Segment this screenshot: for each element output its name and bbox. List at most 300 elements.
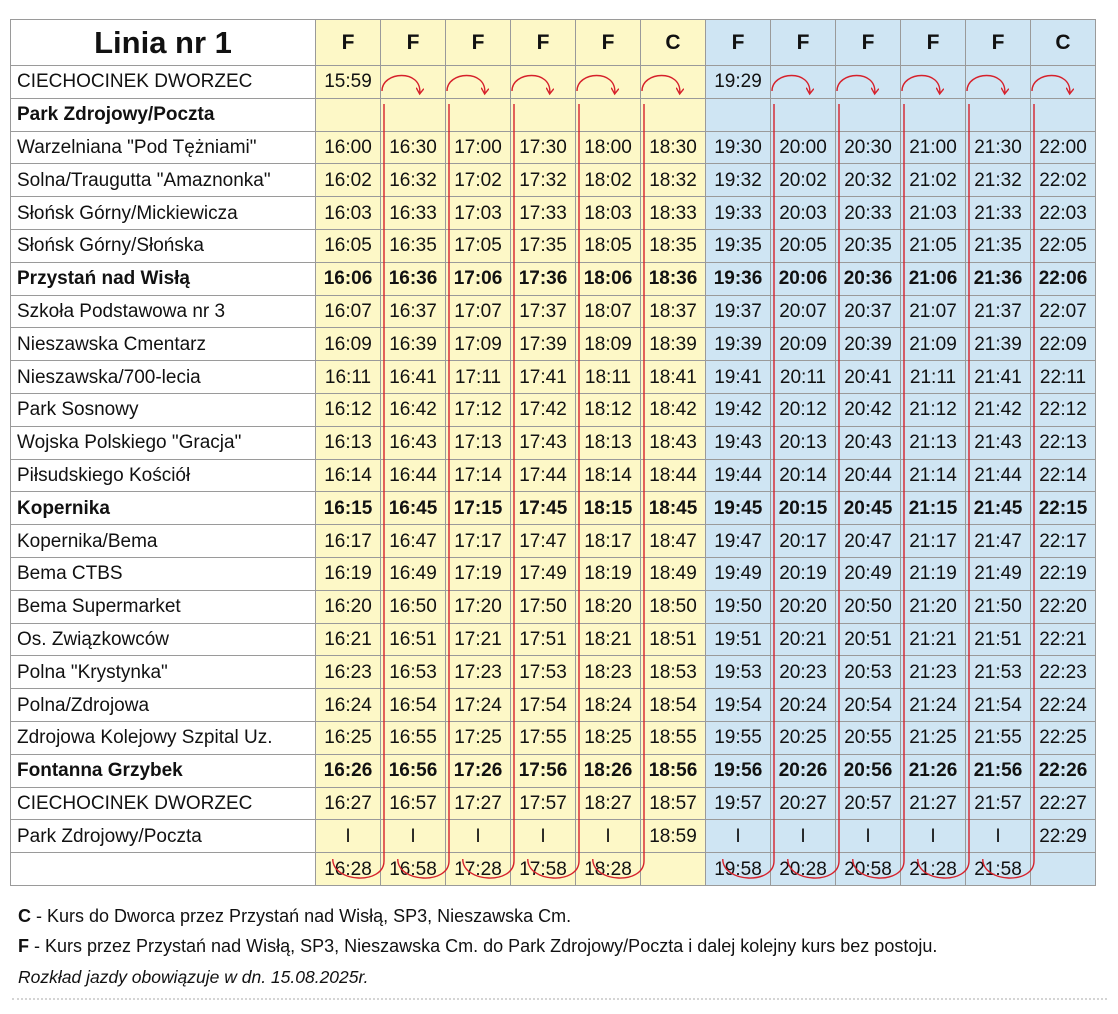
- departure-time: 18:30: [641, 131, 706, 164]
- departure-time: 21:05: [901, 229, 966, 262]
- departure-time: 20:09: [771, 328, 836, 361]
- departure-time: I: [446, 820, 511, 853]
- departure-time: 21:28: [901, 853, 966, 886]
- stop-row: [11, 131, 1096, 164]
- departure-time: 21:32: [966, 164, 1031, 197]
- departure-time: [966, 98, 1031, 131]
- departure-time: 16:17: [316, 525, 381, 558]
- departure-time: [381, 66, 446, 99]
- departure-time: 17:36: [511, 262, 576, 295]
- course-type-header: F: [446, 20, 511, 66]
- departure-time: 18:55: [641, 721, 706, 754]
- departure-time: 18:44: [641, 459, 706, 492]
- departure-time: 19:37: [706, 295, 771, 328]
- departure-time: 17:00: [446, 131, 511, 164]
- departure-time: 19:55: [706, 721, 771, 754]
- departure-time: 16:50: [381, 590, 446, 623]
- departure-time: 19:57: [706, 787, 771, 820]
- stop-row: [11, 229, 1096, 262]
- departure-time: 21:06: [901, 262, 966, 295]
- departure-time: 16:47: [381, 525, 446, 558]
- departure-time: 22:23: [1031, 656, 1096, 689]
- stop-row: [11, 361, 1096, 394]
- departure-time: 19:35: [706, 229, 771, 262]
- departure-time: [511, 98, 576, 131]
- departure-time: 15:59: [316, 66, 381, 99]
- line-title: Linia nr 1: [11, 20, 316, 66]
- legend-c: [18, 906, 571, 927]
- departure-time: 20:25: [771, 721, 836, 754]
- departure-time: 18:50: [641, 590, 706, 623]
- departure-time: I: [901, 820, 966, 853]
- departure-time: 22:17: [1031, 525, 1096, 558]
- departure-time: 16:33: [381, 197, 446, 230]
- departure-time: 18:07: [576, 295, 641, 328]
- departure-time: 16:43: [381, 426, 446, 459]
- departure-time: 20:30: [836, 131, 901, 164]
- departure-time: 17:47: [511, 525, 576, 558]
- departure-time: 17:20: [446, 590, 511, 623]
- departure-time: [576, 98, 641, 131]
- departure-time: 16:53: [381, 656, 446, 689]
- departure-time: 21:58: [966, 853, 1031, 886]
- departure-time: 18:59: [641, 820, 706, 853]
- departure-time: 16:15: [316, 492, 381, 525]
- departure-time: 20:33: [836, 197, 901, 230]
- departure-time: 17:44: [511, 459, 576, 492]
- stop-row: [11, 689, 1096, 722]
- departure-time: [446, 98, 511, 131]
- stop-name: Solna/Traugutta "Amaznonka": [11, 164, 316, 197]
- departure-time: 18:12: [576, 393, 641, 426]
- departure-time: 19:44: [706, 459, 771, 492]
- departure-time: 19:36: [706, 262, 771, 295]
- departure-time: 16:11: [316, 361, 381, 394]
- stop-name: Słońsk Górny/Słońska: [11, 229, 316, 262]
- stop-name: Zdrojowa Kolejowy Szpital Uz.: [11, 721, 316, 754]
- departure-time: 19:51: [706, 623, 771, 656]
- departure-time: 21:13: [901, 426, 966, 459]
- stop-row: [11, 557, 1096, 590]
- departure-time: 16:00: [316, 131, 381, 164]
- departure-time: 22:13: [1031, 426, 1096, 459]
- departure-time: 18:49: [641, 557, 706, 590]
- departure-time: 20:42: [836, 393, 901, 426]
- departure-time: 20:23: [771, 656, 836, 689]
- departure-time: 21:21: [901, 623, 966, 656]
- timetable: [10, 19, 1096, 886]
- departure-time: 18:03: [576, 197, 641, 230]
- departure-time: 18:06: [576, 262, 641, 295]
- departure-time: 21:26: [901, 754, 966, 787]
- departure-time: 16:07: [316, 295, 381, 328]
- departure-time: 20:06: [771, 262, 836, 295]
- departure-time: 20:58: [836, 853, 901, 886]
- departure-time: 18:45: [641, 492, 706, 525]
- departure-time: 22:00: [1031, 131, 1096, 164]
- departure-time: 16:57: [381, 787, 446, 820]
- departure-time: 16:37: [381, 295, 446, 328]
- departure-time: 19:30: [706, 131, 771, 164]
- departure-time: 17:39: [511, 328, 576, 361]
- departure-time: 16:06: [316, 262, 381, 295]
- departure-time: 18:23: [576, 656, 641, 689]
- departure-time: 18:53: [641, 656, 706, 689]
- departure-time: 20:15: [771, 492, 836, 525]
- course-type-header: F: [901, 20, 966, 66]
- departure-time: 20:43: [836, 426, 901, 459]
- departure-time: 16:49: [381, 557, 446, 590]
- departure-time: 17:13: [446, 426, 511, 459]
- departure-time: 21:55: [966, 721, 1031, 754]
- departure-time: 16:58: [381, 853, 446, 886]
- departure-time: 18:42: [641, 393, 706, 426]
- departure-time: 18:20: [576, 590, 641, 623]
- departure-time: 16:26: [316, 754, 381, 787]
- departure-time: 21:24: [901, 689, 966, 722]
- departure-time: 16:09: [316, 328, 381, 361]
- departure-time: I: [966, 820, 1031, 853]
- departure-time: 22:09: [1031, 328, 1096, 361]
- departure-time: 17:19: [446, 557, 511, 590]
- departure-time: 20:54: [836, 689, 901, 722]
- stop-name: Wojska Polskiego "Gracja": [11, 426, 316, 459]
- departure-time: 17:23: [446, 656, 511, 689]
- departure-time: [706, 98, 771, 131]
- departure-time: 19:49: [706, 557, 771, 590]
- departure-time: 22:19: [1031, 557, 1096, 590]
- departure-time: 17:33: [511, 197, 576, 230]
- stop-row: [11, 98, 1096, 131]
- departure-time: 16:20: [316, 590, 381, 623]
- departure-time: 17:05: [446, 229, 511, 262]
- departure-time: 18:26: [576, 754, 641, 787]
- departure-time: 22:06: [1031, 262, 1096, 295]
- departure-time: 21:49: [966, 557, 1031, 590]
- stop-name: CIECHOCINEK DWORZEC: [11, 787, 316, 820]
- departure-time: [836, 98, 901, 131]
- departure-time: 22:25: [1031, 721, 1096, 754]
- departure-time: 21:36: [966, 262, 1031, 295]
- departure-time: 17:25: [446, 721, 511, 754]
- departure-time: 16:12: [316, 393, 381, 426]
- course-type-header: F: [836, 20, 901, 66]
- stop-row: [11, 262, 1096, 295]
- departure-time: 18:56: [641, 754, 706, 787]
- departure-time: 16:24: [316, 689, 381, 722]
- departure-time: 16:54: [381, 689, 446, 722]
- departure-time: 20:56: [836, 754, 901, 787]
- stop-row: [11, 459, 1096, 492]
- legend-c-text: - Kurs do Dworca przez Przystań nad Wisłą, SP3, Nieszawska Cm.: [31, 906, 572, 926]
- departure-time: 22:07: [1031, 295, 1096, 328]
- departure-time: I: [381, 820, 446, 853]
- legend-f: [18, 936, 937, 957]
- departure-time: 21:23: [901, 656, 966, 689]
- departure-time: [641, 66, 706, 99]
- departure-time: 21:44: [966, 459, 1031, 492]
- departure-time: 17:28: [446, 853, 511, 886]
- departure-time: [1031, 98, 1096, 131]
- departure-time: I: [836, 820, 901, 853]
- stop-name: CIECHOCINEK DWORZEC: [11, 66, 316, 99]
- legend-f-text: - Kurs przez Przystań nad Wisłą, SP3, Nieszawska Cm. do Park Zdrojowy/Poczta i dalej kolejny kurs bez postoju.: [29, 936, 938, 956]
- departure-time: 17:43: [511, 426, 576, 459]
- departure-time: 18:13: [576, 426, 641, 459]
- departure-time: 19:58: [706, 853, 771, 886]
- departure-time: 21:30: [966, 131, 1031, 164]
- departure-time: 21:25: [901, 721, 966, 754]
- departure-time: 21:15: [901, 492, 966, 525]
- stop-name: Polna "Krystynka": [11, 656, 316, 689]
- stop-row: [11, 820, 1096, 853]
- departure-time: 21:35: [966, 229, 1031, 262]
- departure-time: 17:53: [511, 656, 576, 689]
- course-type-header: C: [1031, 20, 1096, 66]
- departure-time: 18:14: [576, 459, 641, 492]
- departure-time: 16:32: [381, 164, 446, 197]
- departure-time: 18:24: [576, 689, 641, 722]
- departure-time: 21:02: [901, 164, 966, 197]
- departure-time: 17:51: [511, 623, 576, 656]
- stop-name: Park Sosnowy: [11, 393, 316, 426]
- departure-time: 17:26: [446, 754, 511, 787]
- departure-time: 22:03: [1031, 197, 1096, 230]
- course-type-header: F: [966, 20, 1031, 66]
- stop-name: Nieszawska/700-lecia: [11, 361, 316, 394]
- departure-time: [641, 853, 706, 886]
- departure-time: 20:05: [771, 229, 836, 262]
- departure-time: 17:57: [511, 787, 576, 820]
- departure-time: 18:51: [641, 623, 706, 656]
- departure-time: 18:11: [576, 361, 641, 394]
- departure-time: 17:30: [511, 131, 576, 164]
- departure-time: 19:33: [706, 197, 771, 230]
- departure-time: 20:35: [836, 229, 901, 262]
- stop-row: [11, 787, 1096, 820]
- departure-time: [316, 98, 381, 131]
- departure-time: 21:42: [966, 393, 1031, 426]
- departure-time: 16:28: [316, 853, 381, 886]
- departure-time: 20:49: [836, 557, 901, 590]
- departure-time: 18:21: [576, 623, 641, 656]
- departure-time: 17:49: [511, 557, 576, 590]
- departure-time: 16:27: [316, 787, 381, 820]
- departure-time: 18:41: [641, 361, 706, 394]
- departure-time: 17:12: [446, 393, 511, 426]
- departure-time: 17:07: [446, 295, 511, 328]
- departure-time: 17:03: [446, 197, 511, 230]
- departure-time: 16:19: [316, 557, 381, 590]
- departure-time: 18:19: [576, 557, 641, 590]
- departure-time: 21:00: [901, 131, 966, 164]
- departure-time: 16:03: [316, 197, 381, 230]
- departure-time: 20:13: [771, 426, 836, 459]
- departure-time: 17:42: [511, 393, 576, 426]
- departure-time: I: [771, 820, 836, 853]
- departure-time: 16:21: [316, 623, 381, 656]
- departure-time: 21:27: [901, 787, 966, 820]
- departure-time: 20:26: [771, 754, 836, 787]
- departure-time: 22:15: [1031, 492, 1096, 525]
- departure-time: 20:36: [836, 262, 901, 295]
- departure-time: 18:05: [576, 229, 641, 262]
- departure-time: 19:50: [706, 590, 771, 623]
- departure-time: 17:17: [446, 525, 511, 558]
- stop-row: [11, 164, 1096, 197]
- stop-name: [11, 853, 316, 886]
- departure-time: [771, 66, 836, 99]
- departure-time: 18:39: [641, 328, 706, 361]
- departure-time: 19:29: [706, 66, 771, 99]
- departure-time: [901, 66, 966, 99]
- departure-time: 18:36: [641, 262, 706, 295]
- legend-f-letter: F: [18, 936, 29, 956]
- departure-time: [641, 98, 706, 131]
- departure-time: 21:37: [966, 295, 1031, 328]
- departure-time: 18:35: [641, 229, 706, 262]
- departure-time: 22:26: [1031, 754, 1096, 787]
- departure-time: [576, 66, 641, 99]
- departure-time: 17:37: [511, 295, 576, 328]
- departure-time: 21:33: [966, 197, 1031, 230]
- departure-time: 22:12: [1031, 393, 1096, 426]
- departure-time: 16:44: [381, 459, 446, 492]
- departure-time: 18:47: [641, 525, 706, 558]
- stop-row: [11, 328, 1096, 361]
- departure-time: I: [511, 820, 576, 853]
- departure-time: 17:54: [511, 689, 576, 722]
- departure-time: 20:03: [771, 197, 836, 230]
- departure-time: 18:09: [576, 328, 641, 361]
- departure-time: 22:11: [1031, 361, 1096, 394]
- stop-row: [11, 426, 1096, 459]
- departure-time: 18:00: [576, 131, 641, 164]
- stop-row: [11, 295, 1096, 328]
- stop-name: Piłsudskiego Kościół: [11, 459, 316, 492]
- departure-time: I: [706, 820, 771, 853]
- course-type-header: F: [511, 20, 576, 66]
- departure-time: 19:53: [706, 656, 771, 689]
- departure-time: 21:14: [901, 459, 966, 492]
- departure-time: 19:32: [706, 164, 771, 197]
- departure-time: [966, 66, 1031, 99]
- departure-time: 21:57: [966, 787, 1031, 820]
- departure-time: 18:43: [641, 426, 706, 459]
- departure-time: 17:21: [446, 623, 511, 656]
- departure-time: 18:32: [641, 164, 706, 197]
- departure-time: 19:41: [706, 361, 771, 394]
- departure-time: 20:45: [836, 492, 901, 525]
- departure-time: 18:27: [576, 787, 641, 820]
- departure-time: I: [316, 820, 381, 853]
- departure-time: 21:11: [901, 361, 966, 394]
- stop-name: Polna/Zdrojowa: [11, 689, 316, 722]
- departure-time: 19:45: [706, 492, 771, 525]
- departure-time: 17:27: [446, 787, 511, 820]
- departure-time: 16:05: [316, 229, 381, 262]
- departure-time: [1031, 853, 1096, 886]
- departure-time: 17:41: [511, 361, 576, 394]
- departure-time: [901, 98, 966, 131]
- stop-name: Szkoła Podstawowa nr 3: [11, 295, 316, 328]
- departure-time: 21:41: [966, 361, 1031, 394]
- departure-time: 16:36: [381, 262, 446, 295]
- departure-time: 16:39: [381, 328, 446, 361]
- stop-name: Park Zdrojowy/Poczta: [11, 98, 316, 131]
- departure-time: 16:42: [381, 393, 446, 426]
- departure-time: 20:39: [836, 328, 901, 361]
- departure-time: 17:06: [446, 262, 511, 295]
- departure-time: 19:54: [706, 689, 771, 722]
- stop-name: Warzelniana "Pod Tężniami": [11, 131, 316, 164]
- departure-time: 18:15: [576, 492, 641, 525]
- departure-time: 21:47: [966, 525, 1031, 558]
- departure-time: 20:12: [771, 393, 836, 426]
- stop-row: [11, 721, 1096, 754]
- departure-time: 19:39: [706, 328, 771, 361]
- departure-time: I: [576, 820, 641, 853]
- departure-time: 17:58: [511, 853, 576, 886]
- departure-time: 20:53: [836, 656, 901, 689]
- departure-time: 22:14: [1031, 459, 1096, 492]
- departure-time: 20:44: [836, 459, 901, 492]
- stop-name: Bema Supermarket: [11, 590, 316, 623]
- departure-time: 20:32: [836, 164, 901, 197]
- stop-row: [11, 623, 1096, 656]
- departure-time: 22:24: [1031, 689, 1096, 722]
- departure-time: 16:56: [381, 754, 446, 787]
- departure-time: 18:28: [576, 853, 641, 886]
- departure-time: 17:11: [446, 361, 511, 394]
- departure-time: 21:51: [966, 623, 1031, 656]
- departure-time: 18:25: [576, 721, 641, 754]
- departure-time: 18:54: [641, 689, 706, 722]
- departure-time: 20:47: [836, 525, 901, 558]
- stop-name: Bema CTBS: [11, 557, 316, 590]
- stop-row: [11, 525, 1096, 558]
- departure-time: [1031, 66, 1096, 99]
- departure-time: [771, 98, 836, 131]
- departure-time: 19:47: [706, 525, 771, 558]
- departure-time: 17:50: [511, 590, 576, 623]
- departure-time: 17:15: [446, 492, 511, 525]
- departure-time: 21:54: [966, 689, 1031, 722]
- departure-time: 20:02: [771, 164, 836, 197]
- departure-time: 17:09: [446, 328, 511, 361]
- departure-time: 20:20: [771, 590, 836, 623]
- stop-name: Słońsk Górny/Mickiewicza: [11, 197, 316, 230]
- departure-time: 22:29: [1031, 820, 1096, 853]
- departure-time: 22:02: [1031, 164, 1096, 197]
- departure-time: 21:39: [966, 328, 1031, 361]
- departure-time: 20:37: [836, 295, 901, 328]
- departure-time: 18:33: [641, 197, 706, 230]
- departure-time: 18:57: [641, 787, 706, 820]
- departure-time: 21:07: [901, 295, 966, 328]
- departure-time: 19:56: [706, 754, 771, 787]
- departure-time: [836, 66, 901, 99]
- departure-time: 20:07: [771, 295, 836, 328]
- departure-time: 20:28: [771, 853, 836, 886]
- stop-row: [11, 197, 1096, 230]
- stop-row: [11, 492, 1096, 525]
- departure-time: 20:19: [771, 557, 836, 590]
- departure-time: 20:21: [771, 623, 836, 656]
- departure-time: 16:25: [316, 721, 381, 754]
- validity-note: Rozkład jazdy obowiązuje w dn. 15.08.2025r.: [18, 967, 369, 987]
- departure-time: 19:43: [706, 426, 771, 459]
